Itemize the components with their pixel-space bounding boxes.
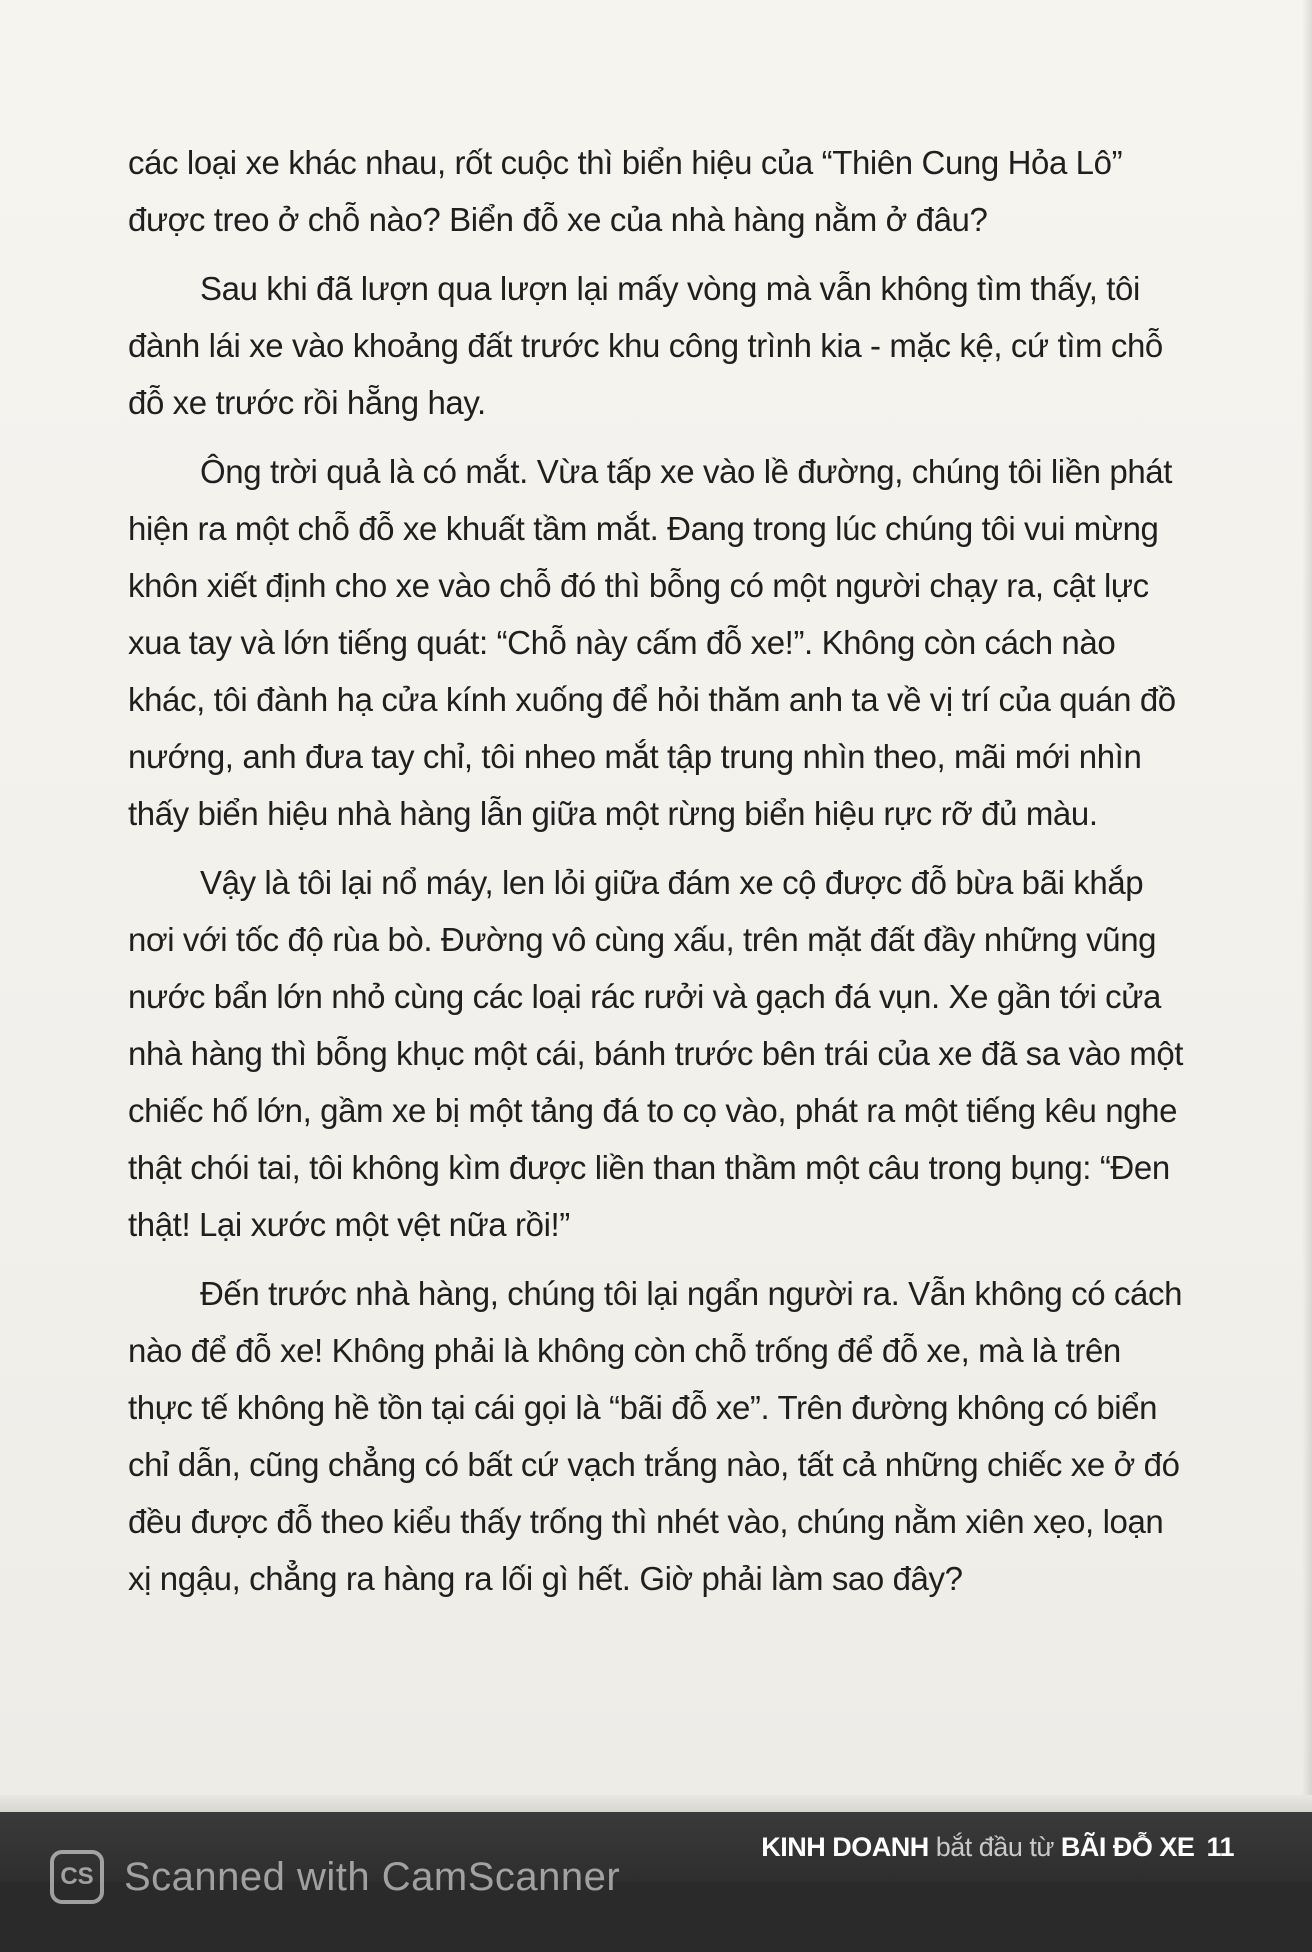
page-number: 11 (1206, 1832, 1234, 1862)
paragraph-2: Sau khi đã lượn qua lượn lại mấy vòng mà vẫn không tìm thấy, tôi đành lái xe vào khoảng đất trước khu công trình kia - mặc kệ, cứ tìm chỗ đỗ xe trước rồi hẵng hay. (128, 270, 1163, 421)
camscanner-watermark (50, 1850, 620, 1904)
paper-edge-shadow (1302, 0, 1312, 1800)
paragraph-3: Ông trời quả là có mắt. Vừa tấp xe vào lề đường, chúng tôi liền phát hiện ra một chỗ đỗ xe khuất tầm mắt. Đang trong lúc chúng tôi vui mừng khôn xiết định cho xe vào chỗ đó thì bỗng có một người chạy ra, cật lực xua tay và lớn tiếng quát: “Chỗ này cấm đỗ xe!”. Không còn cách nào khác, tôi đành hạ cửa kính xuống để hỏi thăm anh ta về vị trí của quán đồ nướng, anh đưa tay chỉ, tôi nheo mắt tập trung nhìn theo, mãi mới nhìn thấy biển hiệu nhà hàng lẫn giữa một rừng biển hiệu rực rỡ đủ màu. (128, 453, 1176, 832)
watermark-text: Scanned with CamScanner (124, 1854, 621, 1899)
paragraph-5: Đến trước nhà hàng, chúng tôi lại ngẩn người ra. Vẫn không có cách nào để đỗ xe! Không phải là không còn chỗ trống để đỗ xe, mà là trên thực tế không hề tồn tại cái gọi là “bãi đỗ xe”. Trên đường không có biển chỉ dẫn, cũng chẳng có bất cứ vạch trắng nào, tất cả những chiếc xe ở đó đều được đỗ theo kiểu thấy trống thì nhét vào, chúng nằm xiên xẹo, loạn xị ngậu, chẳng ra hàng ra lối gì hết. Giờ phải làm sao đây? (128, 1275, 1183, 1597)
running-head (761, 1832, 1234, 1863)
camscanner-logo-icon: CS (50, 1850, 104, 1904)
running-head-title-part2: bắt đầu từ (935, 1832, 1061, 1862)
running-head-title-part1: KINH DOANH (761, 1832, 936, 1862)
paragraph-1: các loại xe khác nhau, rốt cuộc thì biển hiệu của “Thiên Cung Hỏa Lô” được treo ở chỗ nào? Biển đỗ xe của nhà hàng nằm ở đâu? (128, 144, 1123, 238)
paragraph-4: Vậy là tôi lại nổ máy, len lỏi giữa đám xe cộ được đỗ bừa bãi khắp nơi với tốc độ rùa bò. Đường vô cùng xấu, trên mặt đất đầy những vũng nước bẩn lớn nhỏ cùng các loại rác rưởi và gạch đá vụn. Xe gần tới cửa nhà hàng thì bỗng khục một cái, bánh trước bên trái của xe đã sa vào một chiếc hố lớn, gầm xe bị một tảng đá to cọ vào, phát ra một tiếng kêu nghe thật chói tai, tôi không kìm được liền than thầm một câu trong bụng: “Đen thật! Lại xước một vệt nữa rồi!” (128, 864, 1184, 1243)
footer-divider (0, 1795, 1312, 1812)
body-text (128, 134, 1188, 1619)
running-head-title-part3: BÃI ĐỖ XE (1060, 1832, 1195, 1862)
